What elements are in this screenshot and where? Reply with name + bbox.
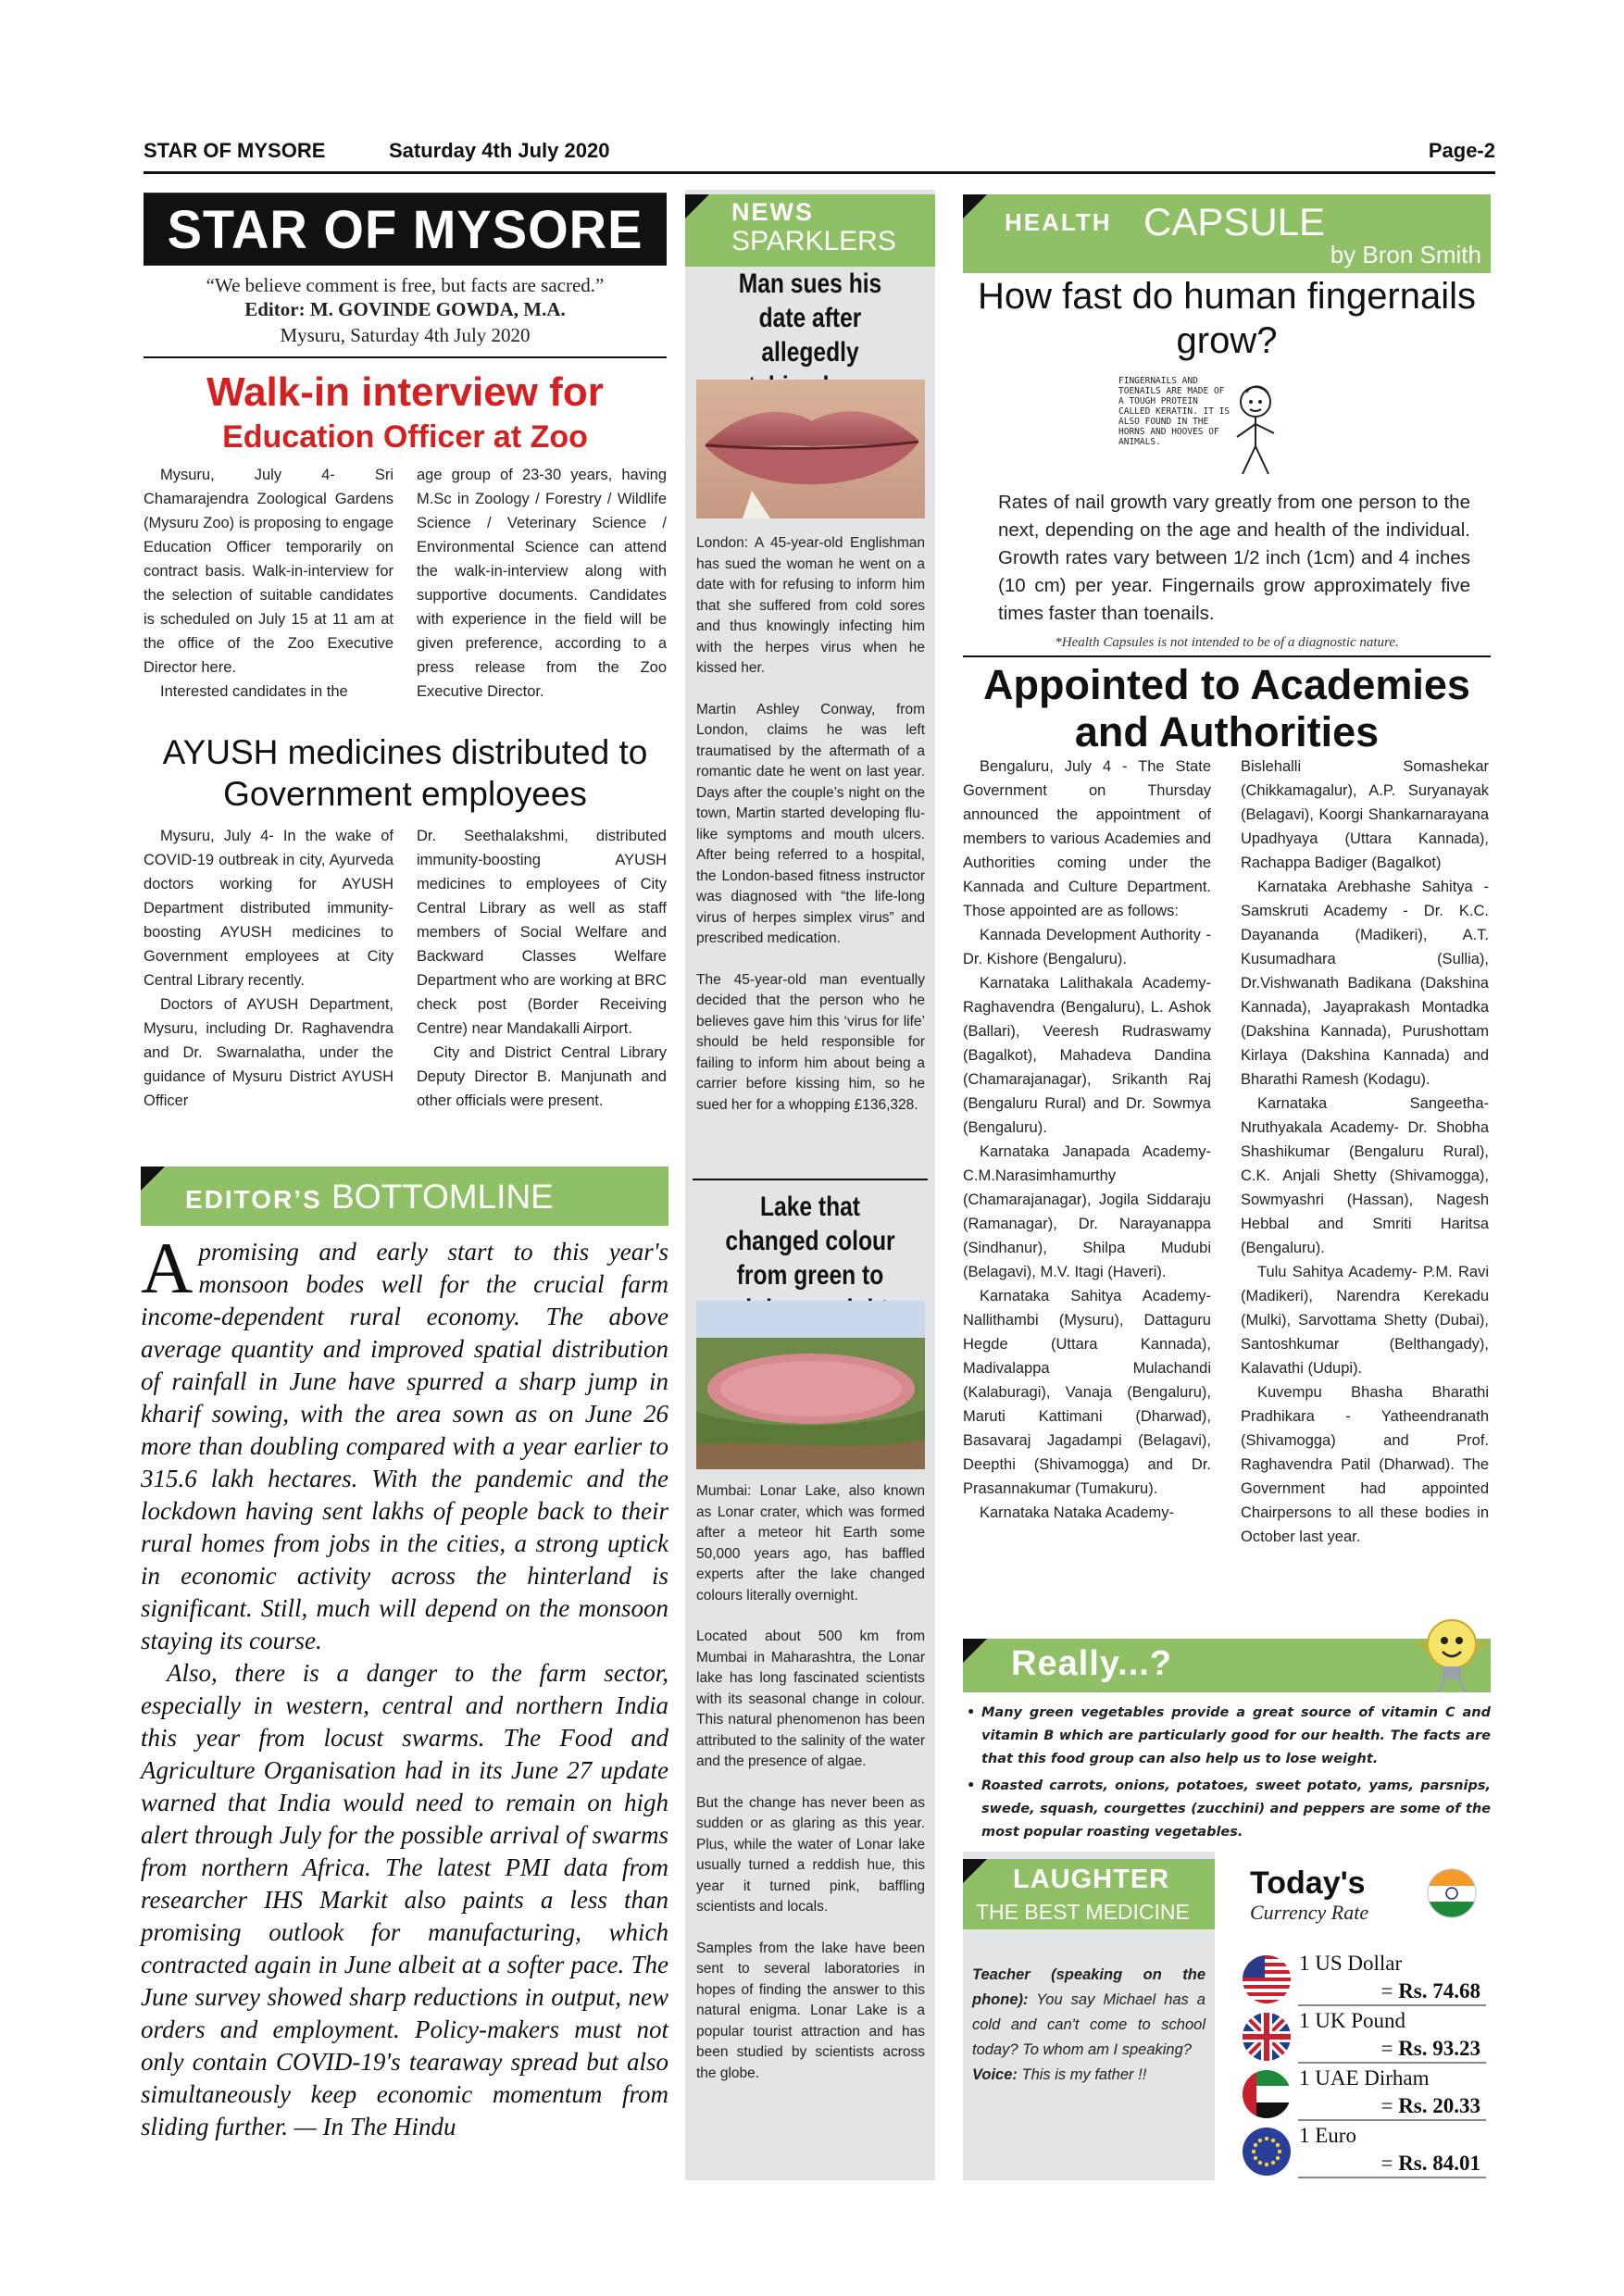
bottomline-para: promising and early start to this year's monsoon bodes well for the crucial farm income-dependent rural economy. The above average quantity and improved spatial distribution of rainfall in June have spurred a sharp jump in kharif sowing, with the area sown as on June 26 more than doubling compared with a year earlier to 315.6 lakh hectares. With the pandemic and the lockdown having sent lakhs of people back to their rural homes from jobs in the cities, a strong uptick in economic activity across the hinterland is significant. Still, much will depend on the monsoon staying its course. — [141, 1238, 668, 1654]
currency-value: = Rs. 93.23 — [1380, 2037, 1480, 2060]
walkin-headline-1: Walk-in interview for — [206, 369, 604, 415]
herpes-headline: Man sues his date after allegedly — [738, 268, 882, 368]
currency-rule — [1298, 2004, 1486, 2006]
currency-value: = Rs. 84.01 — [1380, 2152, 1480, 2175]
currency-rule — [1298, 2062, 1486, 2064]
eu-flag-icon — [1243, 2128, 1291, 2176]
masthead-editor: Editor: M. GOVINDE GOWDA, M.A. — [244, 298, 566, 320]
header-date: Saturday 4th July 2020 — [389, 139, 610, 162]
walkin-para: age group of 23-30 years, having M.Sc in Zoology / Forestry / Wildlife Science / Veterinary Science / Environmental Science can attend the walk-in-interview along with supportive documents. Candidates with experience in the field will be given preference, according to a press release from the Zoo Executive Director. — [417, 467, 667, 700]
currency-row-eur — [1241, 2124, 1486, 2179]
walkin-para: Interested candidates in the — [160, 683, 348, 700]
header-rule — [144, 171, 1495, 174]
appointed-para: Tulu Sahitya Academy- P.M. Ravi (Madikeri), Narendra Kerekadu (Mulki), Sarvottama Shetty (Dubai), Santoshkumar (Belthangady), Kalavathi (Udupi). — [1241, 1264, 1489, 1377]
editors-bottomline-header — [141, 1167, 668, 1226]
appointed-para: Bislehalli Somashekar (Chikkamagalur), A.P. Suryanayak (Belagavi), Koorgi Shankarnarayana Upadhyaya (Uttara Kannada), Rachappa Badiger (Bagalkot) — [1241, 758, 1489, 871]
health-capsule-header — [963, 194, 1491, 273]
appointed-para: Karnataka Janapada Academy- C.M.Narasimhamurthy (Chamarajanagar), Jogila Siddaraju (Ramanagar), Dr. Narayanappa (Sindhanur), Shilpa Mudubi (Belagavi), M.V. Itagi (Haveri). — [963, 1143, 1211, 1280]
cartoon-caption: FINGERNAILS AND TOENAILS ARE MADE OF A TOUGH PROTEIN CALLED KERATIN. IT IS ALSO FOUND IN THE HORNS AND HOOVES OF ANIMALS. — [1118, 376, 1230, 447]
walkin-para: Mysuru, July 4- Sri Chamarajendra Zoological Gardens (Mysuru Zoo) is proposing to engage Education Officer temporarily on contract basis. Walk-in-interview for the selection of suitable candidates is scheduled on July 15 at 11 am at the office of the Zoo Executive Director here. — [144, 467, 394, 676]
currency-title: Today's — [1250, 1866, 1366, 1901]
currency-name: 1 UAE Dirham — [1299, 2066, 1430, 2090]
bottomline-para: Also, there is a danger to the farm sector, especially in western, central and northern India this year from locust swarms. The Food and Agriculture Organisation had in its June 27 update warned that India would need to remain on high alert through July for the possible arrival of swarms from northern Africa. The latest PMI data from researcher IHS Markit also paints a less than promising outlook for manufacturing, which contracted again in June albeit at a softer pace. The June survey showed sharp reductions in output, new orders and employment. Policy-makers must not only contain COVID-19's tearaway spread but also simultaneously keep economic momentum from sliding further. — [141, 1659, 668, 2140]
editors-bottomline-body — [141, 1228, 668, 2143]
bottomline-label: EDITOR’S BOTTOMLINE — [185, 1178, 554, 1216]
appointed-para: Karnataka Sangeetha-Nruthyakala Academy- Dr. Shobha Shashikumar (Bengaluru Rural), C.K. Anjali Shetty (Shivamogga), Sowmyashri (Hassan), Nagesh Hebbal and Smriti Haritsa (Bengaluru). — [1241, 1095, 1489, 1256]
really-item: • Roasted carrots, onions, potatoes, sweet potato, yams, parsnips, swede, squash, courgettes (zucchini) and peppers are some of the most popular roasting vegetables. — [963, 1775, 1491, 1844]
ayush-para: City and District Central Library Deputy Director B. Manjunath and other officials were present. — [417, 1044, 667, 1109]
appointed-col-2 — [1241, 755, 1489, 1549]
ayush-col-1 — [144, 824, 394, 1113]
voice-tag: Voice: — [972, 2066, 1018, 2083]
cartoon-figure-icon — [1228, 381, 1285, 478]
herpes-para: The 45-year-old man eventually decided that the person who he believes gave him this ‘virus for life’ should be held responsible for failing to inform him about being a carrier before kissing him, so he sued her for a whopping £136,328. — [696, 971, 925, 1113]
news-sparklers-header — [685, 194, 935, 267]
appointed-para: Karnataka Arebhashe Sahitya - Samskruti Academy - Dr. K.C. Dayananda (Madikeri), A.T. Kusumadhara (Sullia), Dr.Vishwanath Badikana (Dakshina Kannada), Jayaprakash Montadka (Dakshina Kannada), Purushottam Kirlaya (Dakshina Kannada) and Bharathi Ramesh (Kodagu). — [1241, 879, 1489, 1088]
herpes-body — [696, 533, 925, 1136]
teacher-line: You say Michael has a cold and can't come to school today? To whom am I speaking? — [972, 1991, 1206, 2058]
india-flag-icon — [1426, 1866, 1478, 1921]
currency-name: 1 UK Pound — [1299, 2009, 1406, 2032]
appointed-para: Karnataka Sahitya Academy- Nallithambi (Mysuru), Dattaguru Hegde (Uttara Kannada), Madivalappa Mulachandi (Kalaburagi), Vanaja (Bengaluru), Maruti Kattimani (Dharwad), Basavaraj Jagadampi (Belagavi), Deepthi (Shivamogga) and Dr. Prasannakumar (Tumakuru). — [963, 1288, 1211, 1497]
lightbulb-mascot-icon — [1415, 1613, 1489, 1696]
appointed-para: Karnataka Nataka Academy- — [980, 1504, 1175, 1521]
ayush-col-2 — [417, 824, 667, 1113]
herpes-para: London: A 45-year-old Englishman has sued the woman he went on a date with for refusing to inform him that she suffered from cold sores and thus knowingly infecting him with the herpes virus when he kissed her. — [696, 535, 925, 676]
uae-flag-icon — [1243, 2070, 1291, 2118]
health-label-1: HEALTH — [1005, 208, 1112, 236]
currency-value: = Rs. 74.68 — [1380, 1979, 1480, 2003]
currency-row-aed — [1241, 2066, 1486, 2122]
corner-marker-icon — [963, 1639, 987, 1663]
really-label: Really...? — [1011, 1644, 1173, 1683]
walkin-col-1 — [144, 463, 394, 704]
appointed-para: Kuvempu Bhasha Bharathi Pradhikara - Yatheendranath (Shivamogga) and Prof. Raghavendra Patil (Dharwad). The Government had appointed Chairpersons to all these bodies in October last year. — [1241, 1384, 1489, 1545]
lips-photo — [696, 380, 925, 518]
masthead-rule — [144, 356, 667, 358]
header-page-number: Page-2 — [1428, 139, 1495, 162]
currency-subtitle: Currency Rate — [1250, 1901, 1369, 1924]
corner-marker-icon — [963, 1859, 987, 1883]
health-rule — [963, 655, 1491, 657]
walkin-headline-2: Education Officer at Zoo — [222, 419, 588, 455]
bottomline-source: — In The Hindu — [294, 2113, 456, 2140]
currency-row-gbp — [1241, 2009, 1486, 2065]
health-byline: by Bron Smith — [1330, 241, 1481, 268]
fingernail-cartoon — [1118, 374, 1285, 478]
lake-para: Mumbai: Lonar Lake, also known as Lonar crater, which was formed after a meteor hit Earth some 50,000 years ago, has baffled experts after the lake changed colours literally overnight. — [696, 1483, 925, 1603]
appointed-para: Bengaluru, July 4 - The State Government on Thursday announced the appointment of members to various Academies and Authorities coming under the Kannada and Culture Department. Those appointed are as follows: — [963, 758, 1211, 919]
masthead-title: STAR OF MYSORE — [144, 193, 667, 266]
laughter-label-1: LAUGHTER — [1013, 1865, 1170, 1894]
appointed-para: Kannada Development Authority - Dr. Kishore (Bengaluru). — [963, 927, 1211, 967]
health-title: How fast do human fingernails grow? — [977, 276, 1477, 361]
herpes-para: Martin Ashley Conway, from London, claims he was left traumatised by the aftermath of a romantic date he went on last year. Days after the couple’s night on the town, Martin started developing flu-like symptoms and mouth ulcers. After being referred to a hospital, the London-based fitness instructor was diagnosed with “the life-long virus of herpes simplex virus” and prescribed medication. — [696, 701, 925, 946]
currency-value: = Rs. 20.33 — [1380, 2094, 1480, 2117]
lake-body — [696, 1481, 925, 2104]
lake-para: Samples from the lake have been sent to several laboratories in hopes of finding the answer to this natural enigma. Lonar Lake is a popular tourist attraction and has been studied by scientists across the globe. — [696, 1940, 925, 2081]
health-label-2: CAPSULE — [1143, 200, 1326, 243]
really-header — [963, 1639, 1491, 1692]
teacher-tag: Teacher (speaking on the phone): — [972, 1966, 1206, 2008]
really-item: • Many green vegetables provide a great source of vitamin C and vitamin B which are particularly good for our health. The facts are that this food group can also help us to lose weight. — [963, 1702, 1491, 1771]
corner-marker-icon — [685, 194, 709, 218]
sparklers-label-2: SPARKLERS — [731, 226, 896, 256]
ayush-headline: AYUSH medicines distributed to Government employees — [162, 733, 648, 813]
laughter-body — [972, 1963, 1206, 2088]
drop-cap: A — [141, 1228, 194, 1308]
currency-rule — [1298, 2177, 1486, 2178]
currency-rule — [1298, 2119, 1486, 2121]
appointed-headline: Appointed to Academies and Authorities — [983, 661, 1470, 755]
currency-name: 1 Euro — [1299, 2124, 1356, 2147]
appointed-para: Karnataka Lalithakala Academy- Raghavendra (Bengaluru), L. Ashok (Ballari), Veeresh Rudraswamy (Bagalkot), Mahadeva Dandina (Chamarajanagar), Srikanth Raj (Bengaluru Rural) and Dr. Sowmya (Bengaluru). — [963, 975, 1211, 1136]
ayush-para: Dr. Seethalakshmi, distributed immunity-boosting AYUSH medicines to employees of City Central Library as well as staff members of Social Welfare and Backward Classes Welfare Department who are working at BRC check post (Border Receiving Centre) near Mandakalli Airport. — [417, 828, 667, 1037]
ayush-para: Mysuru, July 4- In the wake of COVID-19 outbreak in city, Ayurveda doctors working for AYUSH Department distributed immunity-boosting AYUSH medicines to Government employees at City Central Library recently. — [144, 828, 394, 989]
lake-para: Located about 500 km from Mumbai in Maharashtra, the Lonar lake has long fascinated scientists with its seasonal change in colour. This natural phenomenon has been attributed to the salinity of the water and the presence of algae. — [696, 1628, 925, 1769]
currency-row-usd — [1241, 1952, 1486, 2007]
header-paper-name: STAR OF MYSORE — [144, 139, 326, 162]
really-list — [963, 1702, 1491, 1848]
currency-name: 1 US Dollar — [1299, 1952, 1403, 1975]
lake-photo — [696, 1301, 925, 1469]
ayush-para: Doctors of AYUSH Department, Mysuru, including Dr. Raghavendra and Dr. Swarnalatha, under the guidance of Mysuru District AYUSH Officer — [144, 996, 394, 1109]
laughter-header — [963, 1859, 1215, 1929]
lake-para: But the change has never been as sudden or as glaring as this year. Plus, while the water of Lonar lake usually turned a reddish hue, this year it turned pink, baffling scientists and locals. — [696, 1794, 925, 1915]
lake-headline: Lake that changed colour from green to — [725, 1192, 895, 1291]
sparklers-label-1: NEWS — [731, 198, 814, 226]
mid-divider — [693, 1179, 928, 1180]
health-note: *Health Capsules is not intended to be of a diagnostic nature. — [1055, 635, 1399, 650]
health-body: Rates of nail growth vary greatly from one person to the next, depending on the age and health of the individual. Growth rates vary between 1/2 inch (1cm) and 4 inches (10 cm) per year. Fingernails grow approximately five times faster than toenails. — [998, 492, 1470, 624]
masthead-dateline: Mysuru, Saturday 4th July 2020 — [280, 324, 531, 346]
corner-marker-icon — [141, 1167, 165, 1191]
walkin-col-2 — [417, 463, 667, 704]
page-header — [144, 139, 1495, 170]
uk-flag-icon — [1243, 2013, 1291, 2061]
masthead-motto: “We believe comment is free, but facts are sacred.” — [206, 274, 605, 296]
appointed-col-1 — [963, 755, 1211, 1525]
us-flag-icon — [1243, 1955, 1291, 2003]
laughter-label-2: THE BEST MEDICINE — [976, 1900, 1190, 1924]
corner-marker-icon — [963, 194, 987, 218]
voice-line: This is my father !! — [1021, 2066, 1147, 2083]
